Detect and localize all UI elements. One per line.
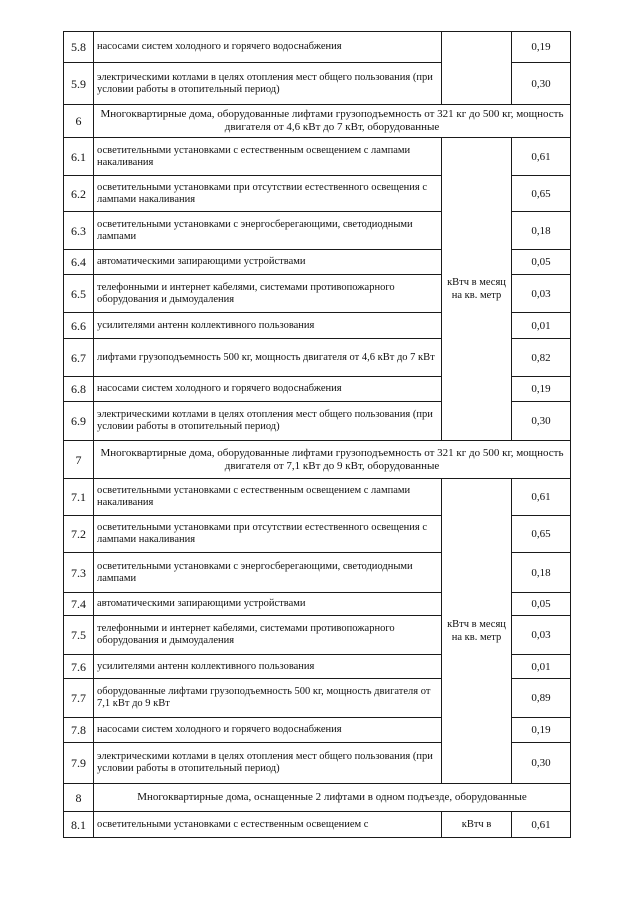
row-number: 7.6 (64, 655, 94, 679)
table-group-row (64, 105, 571, 138)
row-description: насосами систем холодного и горячего водоснабжения (94, 718, 442, 743)
row-number: 6.9 (64, 402, 94, 441)
row-number: 8 (64, 784, 94, 812)
row-number: 6.4 (64, 250, 94, 275)
row-number: 7.4 (64, 593, 94, 616)
table-row (64, 138, 571, 176)
row-number: 6.5 (64, 275, 94, 313)
row-number: 6.8 (64, 377, 94, 402)
row-description: телефонными и интернет кабелями, системами противопожарного оборудования и дымоудаления (94, 616, 442, 655)
row-description: осветительными установками с естественным освещением с лампами накаливания (94, 479, 442, 516)
row-value: 0,65 (512, 176, 571, 212)
row-description: электрическими котлами в целях отопления мест общего пользования (при условии работы в отопительный период) (94, 63, 442, 105)
row-number: 7.5 (64, 616, 94, 655)
row-value: 0,01 (512, 313, 571, 339)
row-value: 0,82 (512, 339, 571, 377)
row-number: 6 (64, 105, 94, 138)
row-number: 7.8 (64, 718, 94, 743)
row-description: усилителями антенн коллективного пользования (94, 655, 442, 679)
consumption-norms-table (63, 31, 571, 838)
table-group-row (64, 441, 571, 479)
row-description: автоматическими запирающими устройствами (94, 250, 442, 275)
row-description: оборудованные лифтами грузоподъемность 500 кг, мощность двигателя от 7,1 кВт до 9 кВт (94, 679, 442, 718)
row-value: 0,89 (512, 679, 571, 718)
row-number: 5.8 (64, 32, 94, 63)
row-value: 0,61 (512, 479, 571, 516)
row-value: 0,18 (512, 553, 571, 593)
row-description: насосами систем холодного и горячего водоснабжения (94, 377, 442, 402)
table-group-row (64, 784, 571, 812)
row-number: 7 (64, 441, 94, 479)
unit-cell-empty (442, 32, 512, 105)
row-number: 7.9 (64, 743, 94, 784)
row-value: 0,19 (512, 718, 571, 743)
row-number: 7.1 (64, 479, 94, 516)
row-number: 7.2 (64, 516, 94, 553)
row-number: 8.1 (64, 812, 94, 838)
row-value: 0,65 (512, 516, 571, 553)
row-description: телефонными и интернет кабелями, системами противопожарного оборудования и дымоудаления (94, 275, 442, 313)
row-number: 6.7 (64, 339, 94, 377)
row-number: 6.3 (64, 212, 94, 250)
row-number: 5.9 (64, 63, 94, 105)
row-description: осветительными установками с естественным освещением с лампами накаливания (94, 138, 442, 176)
row-value: 0,03 (512, 275, 571, 313)
group-heading: Многоквартирные дома, оборудованные лифтами грузоподъемность от 321 кг до 500 кг, мощность двигателя от 7,1 кВт до 9 кВт, оборудованные (94, 441, 571, 479)
group-heading: Многоквартирные дома, оборудованные лифтами грузоподъемность от 321 кг до 500 кг, мощность двигателя от 4,6 кВт до 7 кВт, оборудованные (94, 105, 571, 138)
row-number: 7.7 (64, 679, 94, 718)
row-number: 6.1 (64, 138, 94, 176)
row-number: 6.6 (64, 313, 94, 339)
unit-cell: кВтч в месяц на кв. метр (442, 138, 512, 441)
row-description: электрическими котлами в целях отопления мест общего пользования (при условии работы в отопительный период) (94, 402, 442, 441)
row-description: осветительными установками с естественным освещением с (94, 812, 442, 838)
row-value: 0,05 (512, 593, 571, 616)
row-value: 0,61 (512, 138, 571, 176)
row-number: 7.3 (64, 553, 94, 593)
row-value: 0,30 (512, 63, 571, 105)
row-value: 0,03 (512, 616, 571, 655)
row-value: 0,61 (512, 812, 571, 838)
row-value: 0,19 (512, 32, 571, 63)
row-description: автоматическими запирающими устройствами (94, 593, 442, 616)
row-number: 6.2 (64, 176, 94, 212)
row-value: 0,05 (512, 250, 571, 275)
row-value: 0,18 (512, 212, 571, 250)
row-value: 0,30 (512, 743, 571, 784)
table-row (64, 812, 571, 838)
row-description: осветительными установками с энергосберегающими, светодиодными лампами (94, 553, 442, 593)
group-heading: Многоквартирные дома, оснащенные 2 лифтами в одном подъезде, оборудованные (94, 784, 571, 812)
row-value: 0,30 (512, 402, 571, 441)
row-description: лифтами грузоподъемность 500 кг, мощность двигателя от 4,6 кВт до 7 кВт (94, 339, 442, 377)
row-description: осветительными установками при отсутствии естественного освещения с лампами накаливания (94, 176, 442, 212)
table-row (64, 32, 571, 63)
unit-cell: кВтч в месяц на кв. метр (442, 479, 512, 784)
row-description: осветительными установками с энергосберегающими, светодиодными лампами (94, 212, 442, 250)
row-value: 0,01 (512, 655, 571, 679)
row-description: насосами систем холодного и горячего водоснабжения (94, 32, 442, 63)
row-value: 0,19 (512, 377, 571, 402)
table-row (64, 479, 571, 516)
row-description: усилителями антенн коллективного пользования (94, 313, 442, 339)
row-description: осветительными установками при отсутствии естественного освещения с лампами накаливания (94, 516, 442, 553)
row-description: электрическими котлами в целях отопления мест общего пользования (при условии работы в отопительный период) (94, 743, 442, 784)
unit-cell: кВтч в (442, 812, 512, 838)
